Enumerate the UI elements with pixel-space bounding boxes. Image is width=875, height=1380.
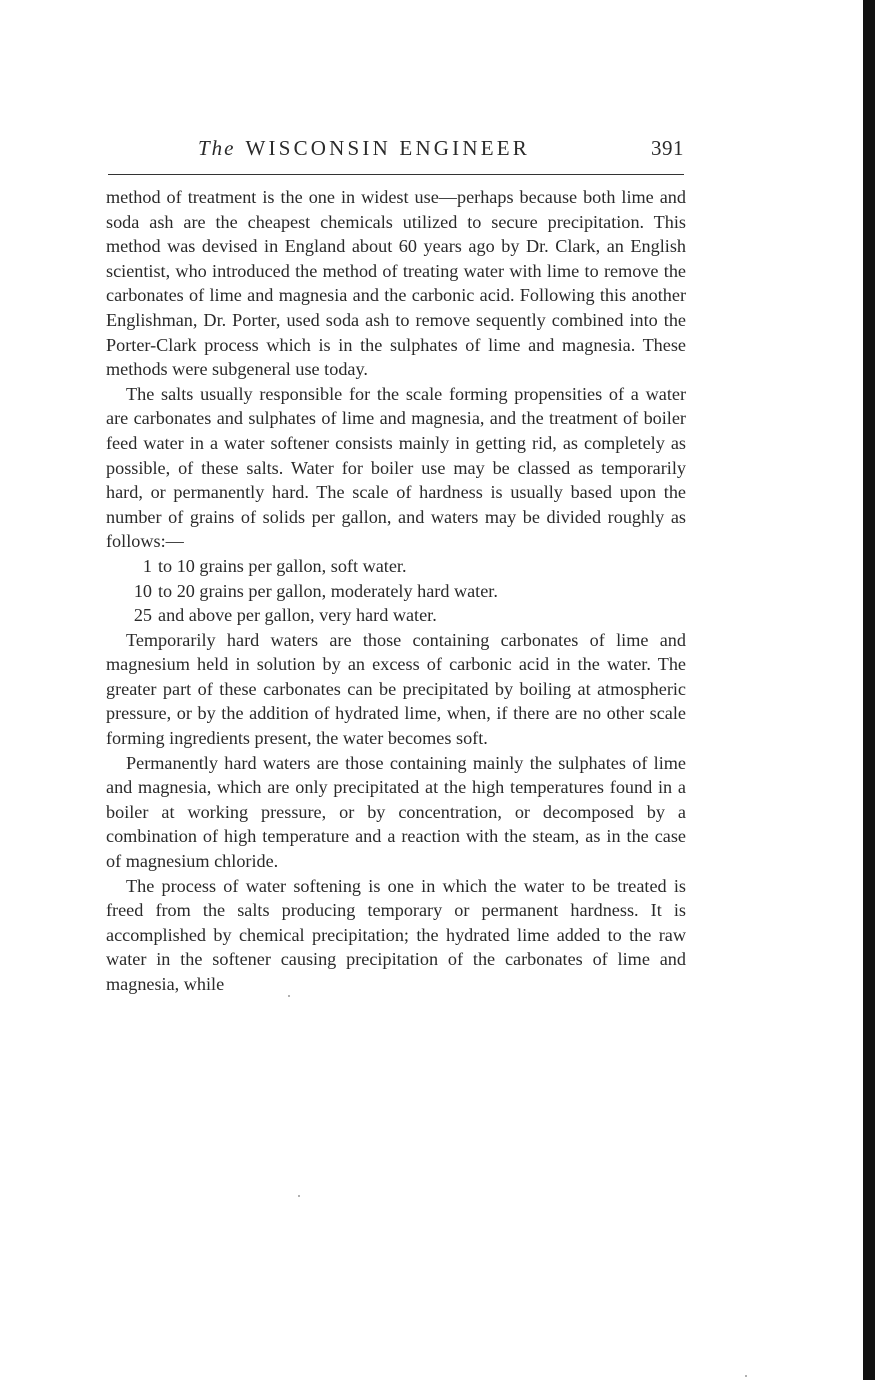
- paragraph: Permanently hard waters are those containing mainly the sulphates of lime and magnesia, which are only precipitated at the high temperatures found in a boiler at working pressure, or by concentration, or decomposed by a combination of high temperature and a reaction with the steam, as in the case of magnesium chloride.: [106, 752, 686, 872]
- hardness-range: 10: [133, 580, 152, 601]
- hardness-range: 25: [133, 605, 152, 626]
- page-number: 391: [651, 136, 684, 160]
- paragraph: The process of water softening is one in which the water to be treated is freed from the salts producing temporary or permanent hardness. It is accomplished by chemical precipitation; the hydrated lime added to the raw water in the softener causing precipitation of the carbonates of lime and magnesia, while: [106, 875, 686, 994]
- running-header: [108, 136, 684, 166]
- article-body: [106, 185, 686, 997]
- print-speck: [288, 995, 290, 997]
- hardness-scale-row: [106, 579, 686, 604]
- paragraph: method of treatment is the one in widest use—perhaps because both lime and soda ash are the cheapest chemicals utilized to secure precipitation. This method was devised in England about 60 years ago by Dr. Clark, an English scientist, who introduced the method of treating water with lime to remove the carbonates of lime and magnesia and the carbonic acid. Following this another Englishman, Dr. Porter, used soda ash to remove sequently combined into the Porter-Clark process which is in the sulphates of lime and magnesia. These methods were subgeneral use today.: [106, 187, 686, 380]
- hardness-range: 1: [142, 555, 152, 576]
- hardness-scale-row: [106, 603, 686, 628]
- journal-title-name: WISCONSIN ENGINEER: [245, 136, 530, 160]
- print-speck: [745, 1375, 747, 1377]
- hardness-scale-row: [106, 554, 686, 579]
- page-edge: [863, 0, 875, 1380]
- print-speck: [298, 1195, 300, 1197]
- hardness-description: and above per gallon, very hard water.: [158, 605, 437, 626]
- paragraph: Temporarily hard waters are those containing carbonates of lime and magnesium held in solution by an excess of carbonic acid in the water. The greater part of these carbonates can be precipitated by boiling at atmospheric pressure, or by the addition of hydrated lime, when, if there are no other scale forming ingredients present, the water becomes soft.: [106, 629, 686, 749]
- journal-title: [198, 136, 530, 161]
- paragraph: The salts usually responsible for the scale forming propensities of a water are carbonates and sulphates of lime and magnesia, and the treatment of boiler feed water in a water softener consists mainly in getting rid, as completely as possible, of these salts. Water for boiler use may be classed as temporarily hard, or permanently hard. The scale of hardness is usually based upon the number of grains of solids per gallon, and waters may be divided roughly as follows:—: [106, 383, 686, 552]
- journal-title-prefix: The: [198, 136, 236, 160]
- hardness-description: to 20 grains per gallon, moderately hard water.: [158, 580, 498, 601]
- header-rule: [108, 174, 684, 175]
- hardness-description: to 10 grains per gallon, soft water.: [158, 555, 407, 576]
